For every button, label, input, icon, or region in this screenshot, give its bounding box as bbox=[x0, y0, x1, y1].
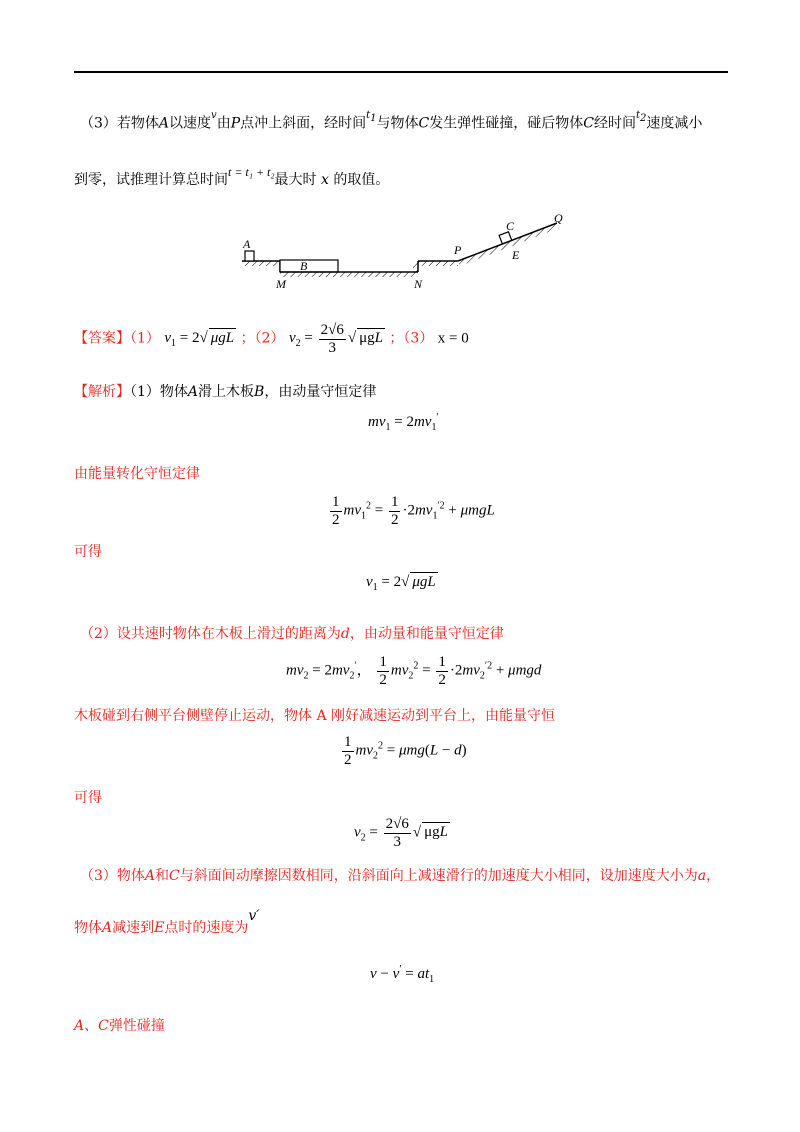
equation-momentum-energy-2: $mv_2 = 2mv_2'$， $\frac{1}{2}$ $mv_2^2$ = $\frac{1}{2}$ $\cdot 2mv_2^{'2} + \mu mgd$ bbox=[286, 654, 542, 688]
answer-line: 【答案】（1） $v_1 = 2√$ μgL ；（2） $v_2$ = $\frac{2√6}{3}$ √ μgL ；（3） x = 0 bbox=[74, 322, 469, 356]
physics-figure bbox=[232, 208, 572, 298]
label-A: A bbox=[243, 237, 251, 251]
kede-2: 可得 bbox=[74, 790, 102, 806]
question-3-line-1: （3）若物体A以速度$^v$由P点冲上斜面，经时间$^{t_1}$与物体C发生弹性碰撞，碰后物体C经时间$^{t_2}$速度减小 bbox=[80, 110, 703, 132]
equation-deceleration: $v - v' = at_1$ bbox=[370, 964, 435, 985]
label-M: M bbox=[276, 277, 286, 291]
analysis-line-1: 【解析】（1）物体A滑上木板B，由动量守恒定律 bbox=[74, 384, 377, 400]
equation-momentum-1: $mv_1 = 2mv_1'$ bbox=[368, 412, 439, 433]
label-N: N bbox=[414, 277, 423, 291]
label-P: P bbox=[454, 243, 462, 257]
board-B bbox=[280, 260, 338, 272]
equation-v2-result: $v_2$ = $\frac{2√6}{3}$ √ μgL bbox=[354, 816, 448, 850]
kede-1: 可得 bbox=[74, 544, 102, 560]
label-E: E bbox=[512, 248, 520, 262]
energy-text: 由能量转化守恒定律 bbox=[74, 466, 200, 482]
label-B: B bbox=[300, 259, 308, 273]
label-Q: Q bbox=[554, 211, 563, 225]
question-3-line-2: 到零，试推理计算总时间t = t₁ + t₂最大时 x 的取值。 bbox=[74, 165, 390, 188]
analysis-part-3: （3）物体A和C与斜面间动摩擦因数相同，沿斜面向上减速滑行的加速度大小相同，设加速度大小为a， bbox=[80, 868, 721, 884]
equation-v1-result: $v_1 = 2√$ μgL bbox=[366, 574, 436, 593]
block-A bbox=[245, 251, 254, 261]
equation-energy-1: $\frac{1}{2}$ $mv_1^2$ = $\frac{1}{2}$ $\cdot 2mv_1^{'2} + \mu mgL$ bbox=[332, 494, 495, 528]
header-rule bbox=[74, 71, 728, 73]
analysis-part-3-line-2: 物体A减速到E点时的速度为v′ bbox=[74, 908, 260, 936]
analysis-part-2-text: 木板碰到右侧平台侧壁停止运动，物体 A 刚好减速运动到平台上，由能量守恒 bbox=[74, 708, 556, 724]
label-C: C bbox=[506, 219, 515, 233]
analysis-last-line: A、C弹性碰撞 bbox=[74, 1018, 165, 1034]
equation-energy-2: $\frac{1}{2}$ $mv_2^2 = \mu mg(L - d)$ bbox=[344, 734, 467, 768]
analysis-part-2: （2）设共速时物体在木板上滑过的距离为d，由动量和能量守恒定律 bbox=[80, 626, 504, 642]
